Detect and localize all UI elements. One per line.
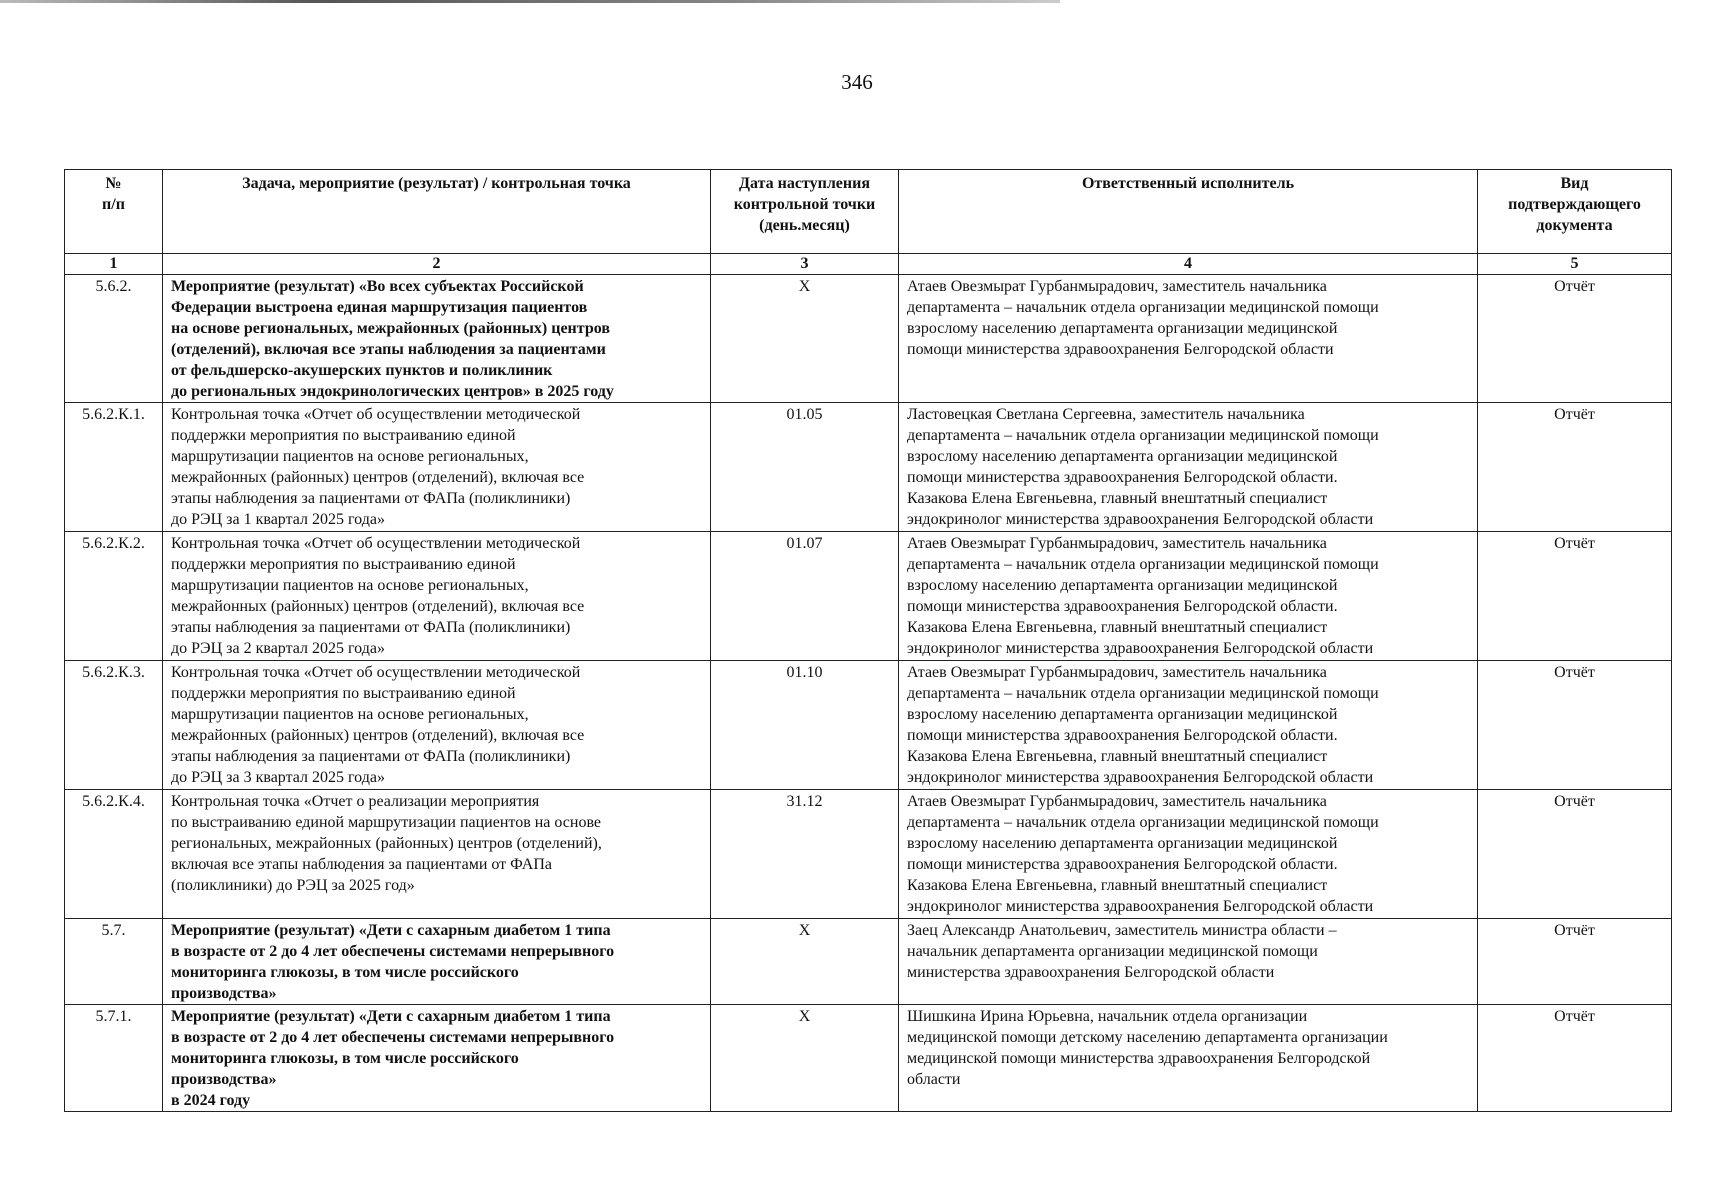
row-document: Отчёт	[1478, 275, 1672, 403]
row-responsible: Атаев Овезмырат Гурбанмырадович, заместитель начальника департамента – начальник отдела организации медицинской помощи взрослому населению департамента организации медицинской помощи министерства здравоохранения Белгородской области. Казакова Елена Евгеньевна, главный внештатный специалист эндокринолог министерства здравоохранения Белгородской области	[899, 661, 1478, 790]
header-number: № п/п	[65, 170, 163, 254]
column-number: 3	[711, 254, 899, 275]
row-date: X	[711, 1005, 899, 1112]
row-document: Отчёт	[1478, 532, 1672, 661]
row-number: 5.6.2.	[65, 275, 163, 403]
row-task: Контрольная точка «Отчет об осуществлении методической поддержки мероприятия по выстраиванию единой маршрутизации пациентов на основе региональных, межрайонных (районных) центров (отделений), включая все этапы наблюдения за пациентами от ФАПа (поликлиники) до РЭЦ за 3 квартал 2025 года»	[163, 661, 711, 790]
column-number: 5	[1478, 254, 1672, 275]
column-number-row	[65, 254, 1672, 275]
row-task: Контрольная точка «Отчет об осуществлении методической поддержки мероприятия по выстраиванию единой маршрутизации пациентов на основе региональных, межрайонных (районных) центров (отделений), включая все этапы наблюдения за пациентами от ФАПа (поликлиники) до РЭЦ за 2 квартал 2025 года»	[163, 532, 711, 661]
row-date: 01.10	[711, 661, 899, 790]
table-header-row	[65, 170, 1672, 254]
row-document: Отчёт	[1478, 790, 1672, 919]
row-date: 01.05	[711, 403, 899, 532]
row-date: 31.12	[711, 790, 899, 919]
column-number: 2	[163, 254, 711, 275]
table-row	[65, 661, 1672, 790]
row-document: Отчёт	[1478, 661, 1672, 790]
header-document: Вид подтверждающего документа	[1478, 170, 1672, 254]
row-task: Мероприятие (результат) «Дети с сахарным диабетом 1 типа в возрасте от 2 до 4 лет обеспечены системами непрерывного мониторинга глюкозы, в том числе российского производства» в 2024 году	[163, 1005, 711, 1112]
row-responsible: Ластовецкая Светлана Сергеевна, заместитель начальника департамента – начальник отдела организации медицинской помощи взрослому населению департамента организации медицинской помощи министерства здравоохранения Белгородской области. Казакова Елена Евгеньевна, главный внештатный специалист эндокринолог министерства здравоохранения Белгородской области	[899, 403, 1478, 532]
row-number: 5.6.2.К.1.	[65, 403, 163, 532]
table-row	[65, 532, 1672, 661]
row-responsible: Заец Александр Анатольевич, заместитель министра области – начальник департамента организации медицинской помощи министерства здравоохранения Белгородской области	[899, 919, 1478, 1005]
row-responsible: Атаев Овезмырат Гурбанмырадович, заместитель начальника департамента – начальник отдела организации медицинской помощи взрослому населению департамента организации медицинской помощи министерства здравоохранения Белгородской области. Казакова Елена Евгеньевна, главный внештатный специалист эндокринолог министерства здравоохранения Белгородской области	[899, 532, 1478, 661]
header-responsible: Ответственный исполнитель	[899, 170, 1478, 254]
row-task: Контрольная точка «Отчет о реализации мероприятия по выстраиванию единой маршрутизации пациентов на основе региональных, межрайонных (районных) центров (отделений), включая все этапы наблюдения за пациентами от ФАПа (поликлиники) до РЭЦ за 2025 год»	[163, 790, 711, 919]
header-task: Задача, мероприятие (результат) / контрольная точка	[163, 170, 711, 254]
header-date: Дата наступления контрольной точки (день.месяц)	[711, 170, 899, 254]
row-number: 5.7.	[65, 919, 163, 1005]
row-document: Отчёт	[1478, 919, 1672, 1005]
table-row	[65, 790, 1672, 919]
row-number: 5.7.1.	[65, 1005, 163, 1112]
row-date: X	[711, 275, 899, 403]
row-task: Контрольная точка «Отчет об осуществлении методической поддержки мероприятия по выстраиванию единой маршрутизации пациентов на основе региональных, межрайонных (районных) центров (отделений), включая все этапы наблюдения за пациентами от ФАПа (поликлиники) до РЭЦ за 1 квартал 2025 года»	[163, 403, 711, 532]
row-task: Мероприятие (результат) «Дети с сахарным диабетом 1 типа в возрасте от 2 до 4 лет обеспечены системами непрерывного мониторинга глюкозы, в том числе российского производства»	[163, 919, 711, 1005]
row-number: 5.6.2.К.2.	[65, 532, 163, 661]
column-number: 1	[65, 254, 163, 275]
row-document: Отчёт	[1478, 403, 1672, 532]
row-date: X	[711, 919, 899, 1005]
control-points-table	[64, 169, 1672, 1112]
table-row	[65, 919, 1672, 1005]
row-number: 5.6.2.К.4.	[65, 790, 163, 919]
row-responsible: Атаев Овезмырат Гурбанмырадович, заместитель начальника департамента – начальник отдела организации медицинской помощи взрослому населению департамента организации медицинской помощи министерства здравоохранения Белгородской области. Казакова Елена Евгеньевна, главный внештатный специалист эндокринолог министерства здравоохранения Белгородской области	[899, 790, 1478, 919]
column-number: 4	[899, 254, 1478, 275]
table-row	[65, 403, 1672, 532]
row-responsible: Шишкина Ирина Юрьевна, начальник отдела организации медицинской помощи детскому населению департамента организации медицинской помощи министерства здравоохранения Белгородской области	[899, 1005, 1478, 1112]
row-responsible: Атаев Овезмырат Гурбанмырадович, заместитель начальника департамента – начальник отдела организации медицинской помощи взрослому населению департамента организации медицинской помощи министерства здравоохранения Белгородской области	[899, 275, 1478, 403]
row-number: 5.6.2.К.3.	[65, 661, 163, 790]
page-number: 346	[841, 70, 873, 94]
row-date: 01.07	[711, 532, 899, 661]
row-document: Отчёт	[1478, 1005, 1672, 1112]
row-task: Мероприятие (результат) «Во всех субъектах Российской Федерации выстроена единая маршрутизация пациентов на основе региональных, межрайонных (районных) центров (отделений), включая все этапы наблюдения за пациентами от фельдшерско-акушерских пунктов и поликлиник до региональных эндокринологических центров» в 2025 году	[163, 275, 711, 403]
scan-edge-line	[0, 0, 1060, 3]
table-row	[65, 1005, 1672, 1112]
table-row	[65, 275, 1672, 403]
